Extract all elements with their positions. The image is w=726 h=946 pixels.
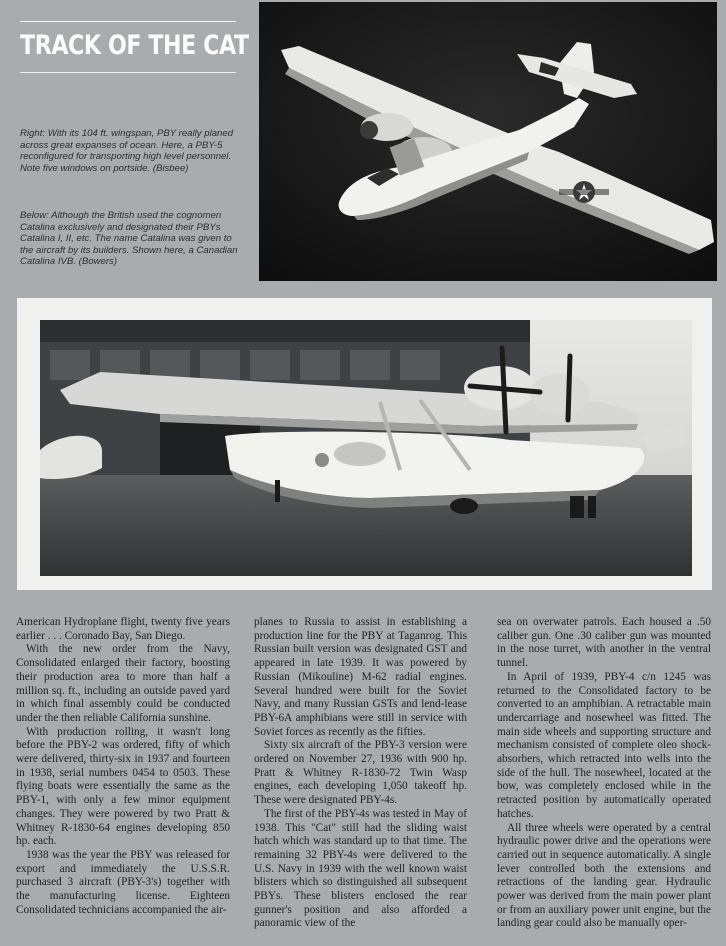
paragraph: Sixty six aircraft of the PBY-3 version were ordered on November 27, 1936 with 900 hp. Pratt & Whitney R-1830-72 Twin Wasp engines, each developing 1,050 takeoff hp. These were designated PBY-4s. [254, 739, 467, 807]
flying-boat-illustration [259, 2, 717, 281]
paragraph: With production rolling, it wasn't long before the PBY-2 was ordered, fifty of which were delivered, thirty-six in 1937 and fourteen in 1938, serial numbers 0454 to 0503. These flying boats were essentially the same as the PBY-1, with only a few minor equipment changes. They were powered by two Pratt & Whitney R-1830-64 engines developing 850 hp. each. [16, 725, 230, 848]
title-rule-top [20, 21, 236, 22]
paragraph: In April of 1939, PBY-4 c/n 1245 was returned to the Consolidated factory to be converted to an amphibian. A retractable main undercarriage and nosewheel was fitted. The main side wheels and supporting structure and mechanism consisted of complete oleo shock-absorbers, which retracted into wells into the side of the hull. The nosewheel, located at the bow, was completely enclosed while in the retracted position by automatically operated hatches. [497, 670, 711, 820]
title-rule-bottom [20, 72, 236, 73]
catalina-illustration [40, 320, 692, 576]
text-column-2 [254, 616, 467, 931]
paragraph: All three wheels were operated by a central hydraulic power drive and the operations were carried out in sequence automatically. A single lever controlled both the extensions and retractions of the landing gear. Hydraulic power was derived from the main power plant or from an auxiliary power unit engine, but the landing gear could also be manually oper- [497, 821, 711, 930]
paragraph: sea on overwater patrols. Each housed a .50 caliber gun. One .30 caliber gun was mounted in the nose turret, with another in the ventral tunnel. [497, 616, 711, 670]
page-title: TRACK OF THE CAT [20, 30, 249, 61]
caption-right: Right: With its 104 ft. wingspan, PBY really planed across great expanses of ocean. Here, a PBY-5 reconfigured for transporting high level personnel. Note five windows on portside. (Bisbee) [20, 128, 234, 174]
catalina-ground-photo [17, 298, 712, 590]
paragraph: With the new order from the Navy, Consolidated enlarged their factory, boosting their production area to more than half a million sq. ft., including an outside paved yard in which final assembly could be conducted under the then reliable California sunshine. [16, 643, 230, 724]
paragraph: planes to Russia to assist in establishing a production line for the PBY at Taganrog. This Russian built version was designated GST and appeared in late 1939. It was powered by Russian (Mikouline) M-62 radial engines. Several hundred were built for the Soviet Navy, and many Russian GSTs and lend-lease PBY-6A amphibians were still in service with Soviet forces as recently as the fifties. [254, 616, 467, 738]
paragraph: American Hydroplane flight, twenty five years earlier . . . Coronado Bay, San Diego. [16, 616, 230, 642]
caption-below: Below: Although the British used the cognomen Catalina exclusively and designated their PBYs Catalina I, II, etc. The name Catalina was given to the aircraft by its builders. Shown here, a Canadian Catalina IVB. (Bowers) [20, 210, 238, 268]
paragraph: 1938 was the year the PBY was released for export and immediately the U.S.S.R. purchased 3 aircraft (PBY-3's) together with the manufacturing license. Eighteen Consolidated technicians accompanied the air- [16, 848, 230, 916]
text-column-1 [16, 616, 230, 917]
pby5-flight-photo [259, 2, 717, 281]
paragraph: The first of the PBY-4s was tested in May of 1938. This "Cat" still had the sliding waist hatch which was standard up to that time. The remaining 32 PBY-4s were delivered to the U.S. Navy in 1939 with the well known waist blisters which so distinguished all subsequent PBYs. These blisters enclosed the rear gunner's position and also afforded a panoramic view of the [254, 807, 467, 930]
text-column-3 [497, 616, 711, 931]
